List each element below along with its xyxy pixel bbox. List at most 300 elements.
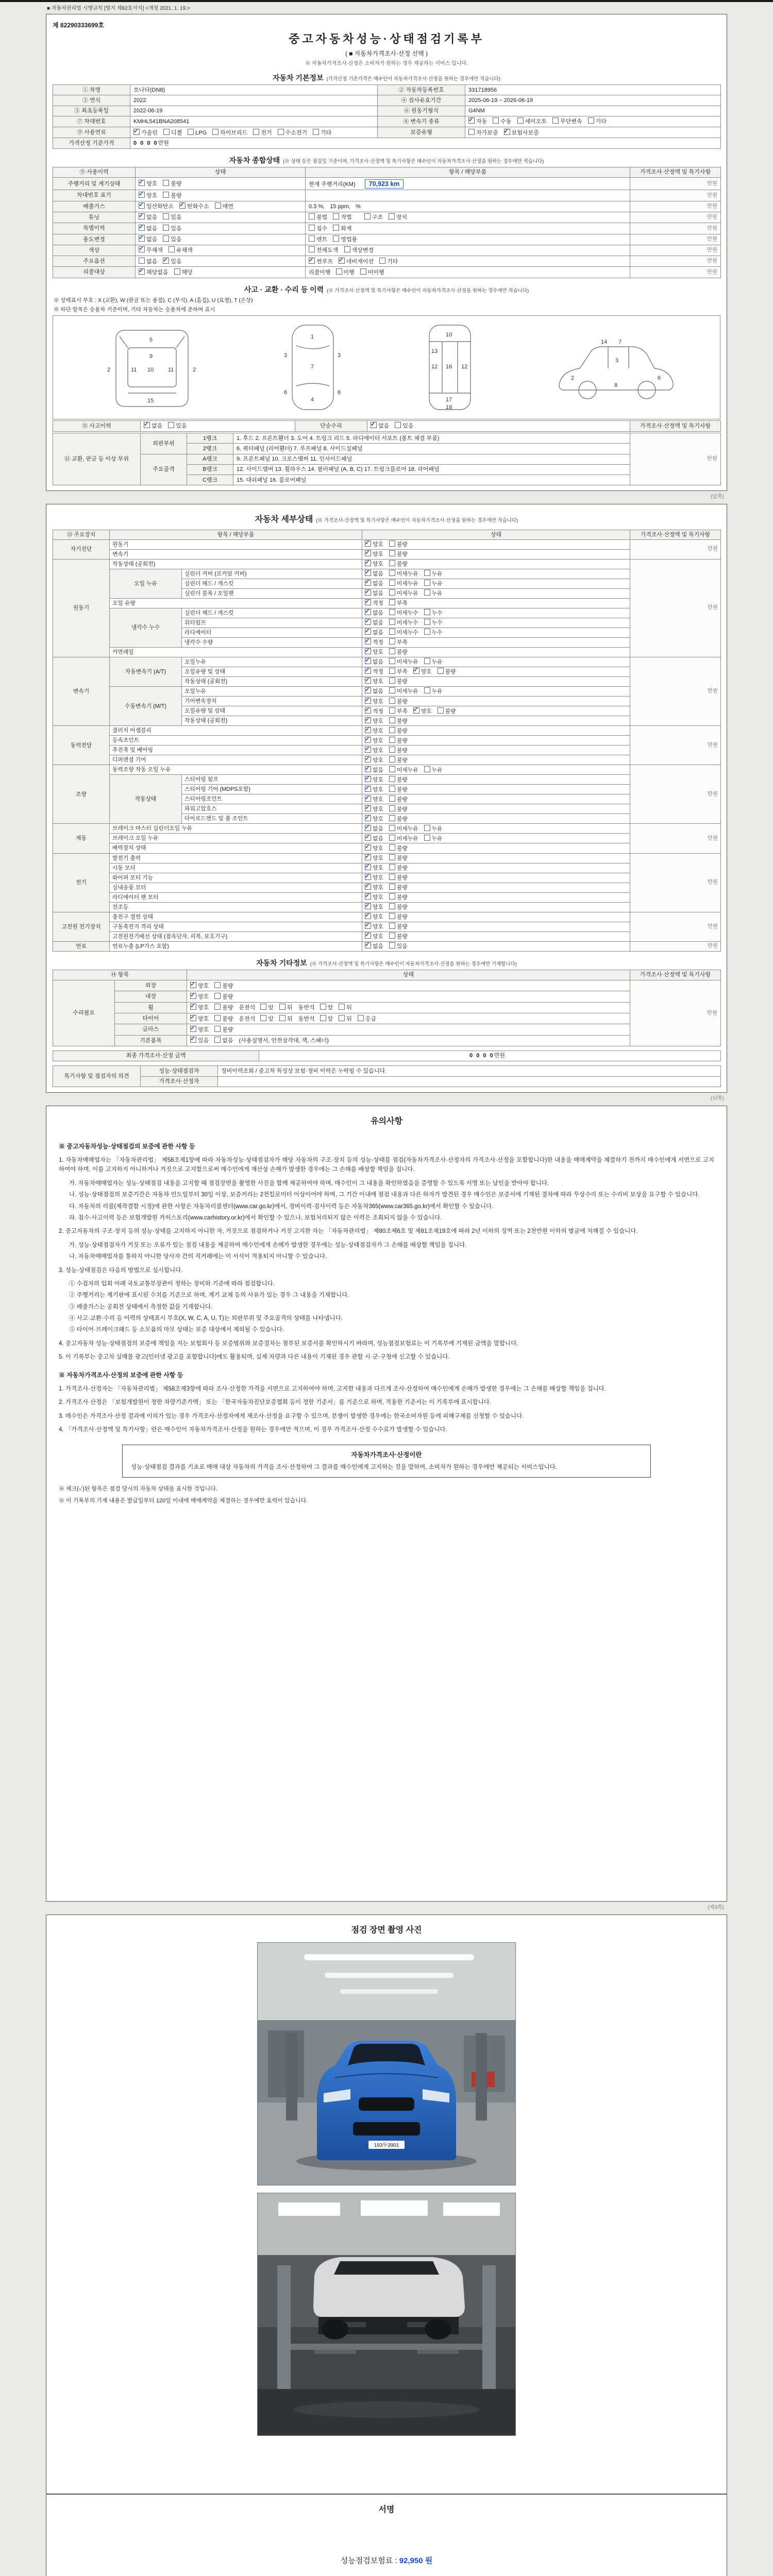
- checked-checkbox-icon: [365, 648, 371, 654]
- checked-checkbox-icon: [365, 658, 371, 664]
- option-label: 일산화탄소: [146, 204, 174, 210]
- option-label: 부족: [396, 669, 408, 675]
- value-cell: 연료누출 (LP가스 포함): [110, 941, 362, 951]
- checkbox-option: [389, 581, 418, 587]
- unchecked-checkbox-icon: [309, 225, 315, 231]
- value-cell: [362, 834, 630, 843]
- value-cell: [362, 628, 630, 637]
- checkbox-option: [365, 620, 383, 626]
- inspection-photo-front: [257, 1942, 516, 2185]
- value-cell: [362, 579, 630, 588]
- svg-text:4: 4: [310, 396, 314, 403]
- checkbox-option: [365, 777, 383, 783]
- option-label: 양호: [373, 894, 383, 901]
- svg-text:3: 3: [615, 357, 618, 364]
- option-label: 전기: [261, 129, 272, 136]
- checkbox-option: [413, 669, 432, 675]
- unchecked-checkbox-icon: [389, 707, 395, 714]
- value-cell: [136, 256, 306, 267]
- checkbox-option: [389, 796, 408, 803]
- checkbox-option: [468, 118, 487, 125]
- checkbox-option: [214, 1038, 233, 1044]
- option-label: 보험사보증: [511, 129, 539, 136]
- checkbox-option: [190, 1005, 209, 1011]
- unchecked-checkbox-icon: [389, 913, 395, 919]
- table-row: [53, 980, 721, 991]
- notice-subparagraph: 가. 성능·상태점검자가 거짓 또는 오류가 있는 점검 내용을 제공하여 매수인에게 손해가 발생한 경우에는 성능·상태점검자가 그 손해를 배상할 책임을 집니다.: [69, 1242, 467, 1248]
- checked-checkbox-icon: [413, 668, 419, 674]
- unchecked-checkbox-icon: [389, 677, 395, 684]
- svg-text:8: 8: [614, 382, 617, 388]
- option-label: 양호: [373, 865, 383, 872]
- option-label: 없음: [373, 659, 383, 666]
- label-cell: 가격조사·산정액 및 특기사항: [630, 167, 721, 177]
- checkbox-option: [389, 816, 408, 822]
- checked-checkbox-icon: [365, 766, 371, 772]
- value-cell: 만원: [630, 726, 721, 765]
- checkbox-option: [333, 214, 351, 221]
- checked-checkbox-icon: [365, 599, 371, 605]
- checked-checkbox-icon: [139, 235, 145, 242]
- option-label: 양호: [373, 904, 383, 911]
- checkbox-option: [365, 718, 383, 724]
- notice-subparagraph: ⑤ 타이어·브레이크패드 등 소모품의 마모 상태는 보증 대상에서 제외될 수 있습니다.: [69, 1327, 284, 1333]
- checked-checkbox-icon: [365, 668, 371, 674]
- table-row: [53, 138, 721, 148]
- value-cell: [141, 420, 295, 431]
- unchecked-checkbox-icon: [360, 268, 366, 275]
- cell-text-bold: 0 0 0 0: [469, 1053, 494, 1059]
- notice-paragraph: 4. 중고자동차 성능·상태점검의 보증에 책임을 지는 보험회사 등 보증범위와 보증절차는 첨부된 보증서를 확인하시기 바라며, 성능점검보험료는 이 기록부에 기재된 금액을 말합니다.: [59, 1340, 518, 1347]
- label-cell: ⑨ 사용연료: [53, 127, 130, 138]
- option-label: 없음: [152, 423, 163, 430]
- checkbox-option: [214, 1005, 233, 1011]
- label-cell: 가격조사·산정자: [141, 1076, 218, 1087]
- option-label: 양호: [373, 737, 383, 744]
- table-row: [53, 256, 721, 267]
- checkbox-option: [365, 816, 383, 822]
- table-row: [53, 234, 721, 245]
- checkbox-option: [163, 214, 181, 221]
- cell-text: 만원: [158, 140, 169, 146]
- table-row: [53, 85, 721, 95]
- value-cell: [136, 267, 306, 278]
- label-cell: 2랭크: [187, 444, 233, 454]
- value-cell: 실내송풍 모터: [110, 883, 362, 892]
- svg-text:3: 3: [283, 352, 287, 359]
- value-cell: [306, 212, 630, 223]
- checkbox-option: [552, 118, 582, 125]
- option-label: 불량: [222, 982, 233, 989]
- table-row: [53, 167, 721, 177]
- checked-checkbox-icon: [365, 687, 371, 693]
- checked-checkbox-icon: [365, 942, 371, 948]
- option-label: 불량: [396, 757, 408, 764]
- checked-checkbox-icon: [139, 246, 145, 252]
- value-cell: [362, 637, 630, 647]
- value-cell: [362, 686, 630, 696]
- unchecked-checkbox-icon: [260, 1004, 266, 1010]
- notice-subparagraph: ② 주행거리는 계기판에 표시된 수치를 기준으로 하며, 계기 교체 등의 사유가 있는 경우 그 내용을 기재합니다.: [69, 1292, 349, 1299]
- label-cell: 1랭크: [187, 433, 233, 444]
- checkbox-option: [365, 826, 383, 832]
- label-cell: 배출가스: [53, 201, 136, 212]
- checkbox-option: [365, 649, 383, 655]
- cell-text: [358, 214, 359, 221]
- checkbox-option: [588, 118, 607, 125]
- value-cell: [136, 234, 306, 245]
- unchecked-checkbox-icon: [389, 942, 395, 948]
- checkbox-option: [365, 630, 383, 636]
- checkbox-option: [389, 934, 408, 940]
- value-cell: [362, 873, 630, 883]
- label-cell: 기본품목: [115, 1035, 187, 1046]
- table-row: [53, 1024, 721, 1035]
- unchecked-checkbox-icon: [389, 756, 395, 762]
- unchecked-checkbox-icon: [214, 1026, 221, 1032]
- option-label: 불량: [396, 914, 408, 921]
- checkbox-option: [320, 1005, 333, 1011]
- option-label: 없음: [373, 825, 383, 832]
- table-row: [53, 267, 721, 278]
- value-cell: 오일누유: [182, 657, 362, 667]
- checked-checkbox-icon: [365, 619, 371, 625]
- option-label: 침수: [316, 225, 328, 232]
- value-cell: [362, 892, 630, 902]
- checkbox-option: [365, 914, 383, 920]
- unchecked-checkbox-icon: [424, 629, 430, 635]
- unchecked-checkbox-icon: [344, 246, 350, 252]
- option-label: 없음: [373, 610, 383, 617]
- table-row: [53, 834, 721, 843]
- checkbox-option: [320, 1016, 333, 1022]
- svg-text:7: 7: [310, 363, 314, 370]
- value-cell: [136, 245, 306, 256]
- checkbox-option: [365, 590, 383, 597]
- unchecked-checkbox-icon: [214, 1004, 221, 1010]
- option-label: 앞: [327, 1015, 333, 1022]
- signature-blank-area: [53, 2520, 720, 2551]
- option-label: 없음: [222, 1038, 233, 1044]
- option-label: 불량: [171, 192, 182, 199]
- table-row: [53, 912, 721, 922]
- checked-checkbox-icon: [139, 213, 145, 219]
- checkbox-option: [365, 551, 383, 557]
- checked-checkbox-icon: [365, 864, 371, 870]
- value-cell: 만원: [630, 178, 721, 190]
- option-label: 영업용: [341, 236, 358, 243]
- final-price-table-mount: [53, 1050, 720, 1061]
- value-cell: [362, 736, 630, 745]
- label-cell: 외장: [115, 980, 187, 991]
- base-price-value: [130, 138, 721, 148]
- checkbox-option: [358, 1016, 376, 1022]
- option-label: 응급: [365, 1015, 377, 1022]
- checkbox-option: [424, 590, 443, 597]
- checked-checkbox-icon: [190, 1037, 196, 1043]
- notice-subparagraph: ③ 배출가스는 공회전 상태에서 측정한 값을 기재합니다.: [69, 1303, 213, 1310]
- value-cell: 만원: [630, 212, 721, 223]
- checkbox-option: [163, 226, 181, 232]
- page-2-mark: (뒤쪽): [711, 1095, 724, 1101]
- checkbox-option: [139, 269, 169, 276]
- value-cell: [362, 716, 630, 726]
- label-cell: ⑥ 원동기형식: [378, 106, 465, 116]
- value-cell: [187, 1024, 630, 1035]
- checkbox-option: [389, 659, 418, 665]
- checkbox-option: [438, 669, 456, 675]
- option-label: 없음: [373, 620, 383, 626]
- unchecked-checkbox-icon: [389, 580, 395, 586]
- option-label: 불량: [222, 1005, 233, 1011]
- option-label: 미세누유: [396, 659, 418, 666]
- checkbox-option: [424, 688, 443, 694]
- option-label: 뒤: [346, 1005, 352, 1011]
- value-cell: [306, 201, 630, 212]
- table-row: [53, 190, 721, 201]
- value-cell: [306, 190, 630, 201]
- svg-text:18: 18: [446, 404, 452, 411]
- label-cell: 주요골격: [141, 454, 187, 485]
- svg-text:2: 2: [193, 366, 196, 373]
- unchecked-checkbox-icon: [389, 844, 395, 851]
- checkbox-option: [253, 130, 272, 136]
- label-cell: A랭크: [187, 454, 233, 464]
- checkbox-option: [163, 193, 181, 199]
- checkbox-option: [214, 983, 233, 989]
- label-cell: 상태: [187, 970, 630, 980]
- page-1-mark: (앞쪽): [711, 494, 724, 500]
- unchecked-checkbox-icon: [424, 766, 430, 772]
- value-cell: 만원: [630, 267, 721, 278]
- checked-checkbox-icon: [365, 580, 371, 586]
- unchecked-checkbox-icon: [389, 727, 395, 733]
- unchecked-checkbox-icon: [389, 747, 395, 753]
- cell-text: 만원: [494, 1053, 505, 1059]
- accident-history-table-mount: [53, 420, 720, 432]
- checkbox-option: [389, 688, 418, 694]
- basic-info-heading: 자동차 기본정보 (가격산정 기준가격은 매수인이 자동차가격조사·산정을 원하는 경우에만 적습니다): [273, 74, 500, 82]
- value-cell: [362, 697, 630, 706]
- label-cell: 색상: [53, 245, 136, 256]
- checkbox-option: [214, 1016, 233, 1022]
- label-cell: ⑬ 주요장치: [53, 530, 110, 539]
- checked-checkbox-icon: [339, 258, 345, 264]
- checkbox-option: [424, 620, 443, 626]
- checkbox-option: [389, 836, 418, 842]
- checkbox-option: [179, 204, 209, 210]
- unchecked-checkbox-icon: [168, 422, 174, 428]
- option-label: 양호: [198, 1026, 209, 1033]
- value-cell: 브레이크 오일 누유: [110, 834, 362, 843]
- checkbox-option: [389, 610, 418, 616]
- option-label: 양호: [146, 192, 158, 199]
- option-label: 뒤: [287, 1015, 293, 1022]
- insurance-fee-label: 성능점검보험료 :: [340, 2556, 397, 2565]
- label-cell: 자동변속기 (A/T): [110, 657, 182, 686]
- unchecked-checkbox-icon: [163, 225, 169, 231]
- unchecked-checkbox-icon: [424, 687, 430, 693]
- cell-text: (사용설명서, 안전삼각대, 잭, 스패너): [239, 1038, 329, 1044]
- table-row: [53, 883, 721, 892]
- checkbox-option: [493, 118, 511, 125]
- cell-text: 운전석: [239, 1015, 256, 1022]
- state-code-legend: ※ 상태표시 부호 : X (교환), W (판금 또는 용접), C (부식), A (흠집), U (요철), T (손상): [54, 297, 253, 303]
- value-cell: [362, 863, 630, 873]
- value-cell: [306, 223, 630, 234]
- table-row: [53, 843, 721, 853]
- checkbox-option: [424, 581, 443, 587]
- checked-checkbox-icon: [144, 422, 150, 428]
- checkbox-option: [365, 885, 383, 891]
- option-label: 불량: [396, 855, 408, 862]
- value-cell: [362, 726, 630, 736]
- value-cell: 스티어링 기어 (MDPS포함): [182, 785, 362, 794]
- checked-checkbox-icon: [139, 268, 145, 275]
- option-label: 누유: [431, 825, 443, 832]
- notice-footnote: ※ 체크(✓)된 항목은 점검 당시의 자동차 상태를 표시한 것입니다.: [59, 1485, 217, 1492]
- label-cell: 작동상태: [110, 775, 182, 824]
- option-label: 불법: [316, 214, 328, 221]
- license-plate-text: 193두3901: [374, 2142, 399, 2148]
- unchecked-checkbox-icon: [163, 129, 170, 135]
- label-cell: 글라스: [115, 1024, 187, 1035]
- unchecked-checkbox-icon: [424, 570, 430, 576]
- table-row: [53, 755, 721, 765]
- value-cell: [362, 598, 630, 608]
- unchecked-checkbox-icon: [552, 117, 559, 124]
- value-cell: 원동기: [110, 539, 362, 549]
- checkbox-option: [389, 767, 418, 773]
- value-cell: [136, 178, 306, 190]
- unchecked-checkbox-icon: [389, 903, 395, 909]
- checkbox-option: [188, 130, 207, 136]
- final-price-value: [259, 1050, 721, 1061]
- label-cell: ⑦ 차대번호: [53, 116, 130, 127]
- option-label: 네비게이션: [346, 258, 374, 265]
- option-label: 누수: [431, 610, 443, 617]
- option-label: 누유: [431, 767, 443, 773]
- option-label: 부족: [396, 639, 408, 646]
- table-row: [53, 569, 721, 579]
- value-cell: 오일유량 및 상태: [182, 706, 362, 716]
- value-cell: 구동축전지 격리 상태: [110, 922, 362, 931]
- value-cell: [362, 706, 630, 716]
- option-label: 전체도색: [316, 247, 339, 254]
- value-cell: 만원: [630, 539, 721, 559]
- cell-text: 15 ppm,: [330, 203, 350, 210]
- label-cell: 제동: [53, 824, 110, 853]
- cell-text: 동반석: [298, 1005, 315, 1011]
- table-row: [53, 736, 721, 745]
- label-cell: 전기: [53, 853, 110, 912]
- option-label: 없음: [146, 236, 158, 243]
- unchecked-checkbox-icon: [389, 609, 395, 615]
- page-2-detail-condition: [46, 504, 727, 1092]
- checked-checkbox-icon: [365, 707, 371, 714]
- accident-history-heading: 사고 · 교환 · 수리 등 이력 (※ 가격조사·산정액 및 특기사항은 매수인이 자동차가격조사·산정을 원하는 경우에만 적습니다): [244, 285, 529, 294]
- value-cell: [187, 980, 630, 991]
- checkbox-option: [365, 699, 383, 705]
- option-label: 적정: [373, 600, 383, 607]
- option-label: 있음: [198, 1038, 209, 1044]
- option-label: 불량: [396, 875, 408, 882]
- checkbox-option: [504, 130, 539, 136]
- unchecked-checkbox-icon: [389, 570, 395, 576]
- checked-checkbox-icon: [365, 540, 371, 547]
- value-cell: [362, 559, 630, 569]
- notice-paragraph: 2. 중고자동차의 구조·장치 등의 성능·상태를 고지하지 아니한 자, 거짓으로 점검하거나 거짓 고지한 자는 「자동차관리법」 제80조제6호 및 제81조제19호에 따라 2년 이하의 징역 또는 2천만원 이하의 벌금에 처해질 수 있습니다.: [59, 1228, 638, 1235]
- table-row: [53, 686, 721, 696]
- value-cell: 만원: [630, 234, 721, 245]
- checked-checkbox-icon: [190, 993, 196, 999]
- table-row: [53, 1035, 721, 1046]
- value-cell: 331718956: [465, 85, 721, 95]
- checked-checkbox-icon: [365, 913, 371, 919]
- option-label: 부족: [396, 708, 408, 715]
- checked-checkbox-icon: [365, 560, 371, 566]
- option-label: 없음: [373, 767, 383, 773]
- option-label: 없음: [373, 688, 383, 695]
- checkbox-option: [389, 777, 408, 783]
- unchecked-checkbox-icon: [424, 835, 430, 841]
- value-cell: 기어변속장치: [182, 697, 362, 706]
- notice-subparagraph: 라. 침수·사고이력 등은 보험개발원 카히스토리(www.carhistory.or.kr)에서 확인할 수 있으나, 보험처리되지 않은 이력은 조회되지 않을 수 있습니다.: [69, 1214, 442, 1221]
- unchecked-checkbox-icon: [339, 1015, 345, 1021]
- value-cell: 동력조향 작동 오일 누유: [110, 765, 362, 775]
- checked-checkbox-icon: [133, 129, 140, 135]
- label-cell: 가격조사·산정액 및 특기사항: [630, 530, 721, 539]
- value-cell: 라디에이터: [182, 628, 362, 637]
- option-label: 미세누유: [396, 571, 418, 578]
- label-cell: ③ 연식: [53, 95, 130, 106]
- unchecked-checkbox-icon: [389, 776, 395, 782]
- car-diagram-top: [277, 321, 349, 414]
- label-cell: 주요옵션: [53, 256, 136, 267]
- table-row: [53, 824, 721, 834]
- checked-checkbox-icon: [365, 844, 371, 851]
- notice-paragraph: 1. 가격조사·산정자는 「자동차관리법」 제58조제3항에 따라 조사·산정한 가격을 서면으로 고지하여야 하며, 고지한 내용과 다르게 조사·산정하여 매수인에게 손해가 발생한 경우에는 그 손해를 배상할 책임을 집니다.: [59, 1385, 606, 1392]
- unchecked-checkbox-icon: [588, 117, 594, 124]
- value-cell: [362, 765, 630, 775]
- checkbox-option: [389, 571, 418, 577]
- checked-checkbox-icon: [365, 550, 371, 556]
- notice-subparagraph: ① 수검자의 입회 아래 국토교통부장관이 정하는 장비와 기준에 따라 점검합니다.: [69, 1280, 275, 1287]
- unchecked-checkbox-icon: [260, 1015, 266, 1021]
- unchecked-checkbox-icon: [212, 129, 219, 135]
- checkbox-option: [413, 708, 432, 715]
- option-label: 누유: [431, 688, 443, 695]
- table-row: [53, 941, 721, 951]
- table-row: [53, 1076, 721, 1087]
- table-row: [53, 745, 721, 755]
- unchecked-checkbox-icon: [389, 638, 395, 645]
- option-label: 무채색: [146, 247, 163, 254]
- checked-checkbox-icon: [365, 717, 371, 723]
- option-label: 양호: [198, 1015, 209, 1022]
- checkbox-option: [389, 561, 408, 567]
- checkbox-option: [212, 130, 247, 136]
- option-label: 양호: [373, 747, 383, 754]
- checkbox-option: [389, 728, 408, 734]
- checkbox-option: [365, 924, 383, 930]
- checkbox-option: [389, 894, 408, 901]
- option-label: 불량: [396, 786, 408, 793]
- checkbox-option: [163, 236, 181, 243]
- checkbox-option: [389, 885, 408, 891]
- option-label: 불량: [222, 1015, 233, 1022]
- inspector-opinion-table-mount: [53, 1065, 720, 1087]
